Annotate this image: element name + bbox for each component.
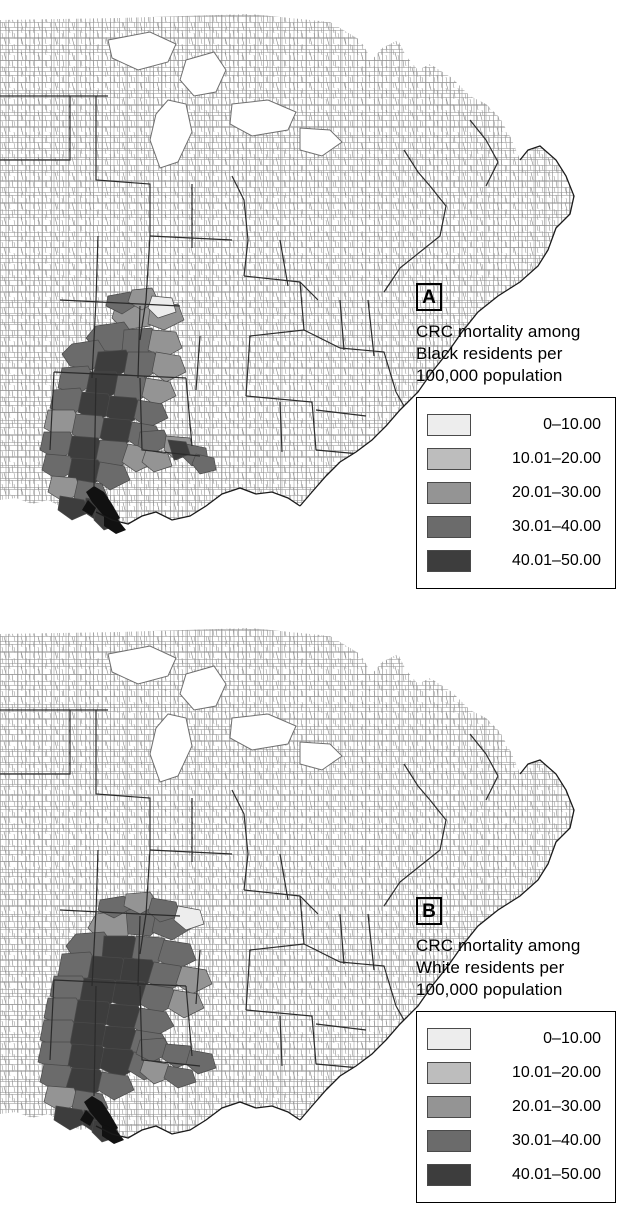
legend-row: [427, 1022, 605, 1056]
panel-a: [0, 0, 635, 613]
legend-swatch-3: [427, 1130, 471, 1152]
legend-swatch-2: [427, 1096, 471, 1118]
legend-title-line-2: Black residents per: [416, 344, 563, 364]
legend-label-0: 0–10.00: [543, 416, 601, 434]
legend-title-line-1: CRC mortality among: [416, 936, 581, 955]
legend-title-line-3: 100,000 population: [416, 366, 563, 386]
legend-title-a: [416, 321, 621, 387]
legend-row: [427, 1056, 605, 1090]
legend-block-a: [416, 283, 621, 589]
legend-swatch-0: [427, 414, 471, 436]
panel-b: [0, 614, 635, 1227]
legend-swatch-0: [427, 1028, 471, 1050]
legend-row: [427, 1158, 605, 1192]
legend-box-a: [416, 397, 616, 589]
legend-swatch-4: [427, 1164, 471, 1186]
legend-row: [427, 1124, 605, 1158]
legend-label-4: 40.01–50.00: [512, 552, 601, 570]
legend-label-1: 10.01–20.00: [512, 450, 601, 468]
legend-swatch-4: [427, 550, 471, 572]
legend-title-line-3: 100,000 population: [416, 980, 563, 1000]
legend-label-2: 20.01–30.00: [512, 484, 601, 502]
panel-letter-a: A: [416, 283, 442, 311]
legend-block-b: [416, 897, 621, 1203]
legend-label-2: 20.01–30.00: [512, 1098, 601, 1116]
legend-box-b: [416, 1011, 616, 1203]
legend-title-b: [416, 935, 621, 1001]
panel-letter-b: B: [416, 897, 442, 925]
legend-row: [427, 442, 605, 476]
legend-row: [427, 510, 605, 544]
legend-row: [427, 1090, 605, 1124]
legend-label-4: 40.01–50.00: [512, 1166, 601, 1184]
legend-swatch-1: [427, 448, 471, 470]
legend-row: [427, 476, 605, 510]
legend-swatch-3: [427, 516, 471, 538]
legend-label-3: 30.01–40.00: [512, 518, 601, 536]
legend-swatch-1: [427, 1062, 471, 1084]
legend-label-3: 30.01–40.00: [512, 1132, 601, 1150]
legend-label-1: 10.01–20.00: [512, 1064, 601, 1082]
legend-label-0: 0–10.00: [543, 1030, 601, 1048]
legend-row: [427, 408, 605, 442]
legend-title-line-2: White residents per: [416, 958, 565, 978]
legend-swatch-2: [427, 482, 471, 504]
legend-title-line-1: CRC mortality among: [416, 322, 581, 341]
legend-row: [427, 544, 605, 578]
